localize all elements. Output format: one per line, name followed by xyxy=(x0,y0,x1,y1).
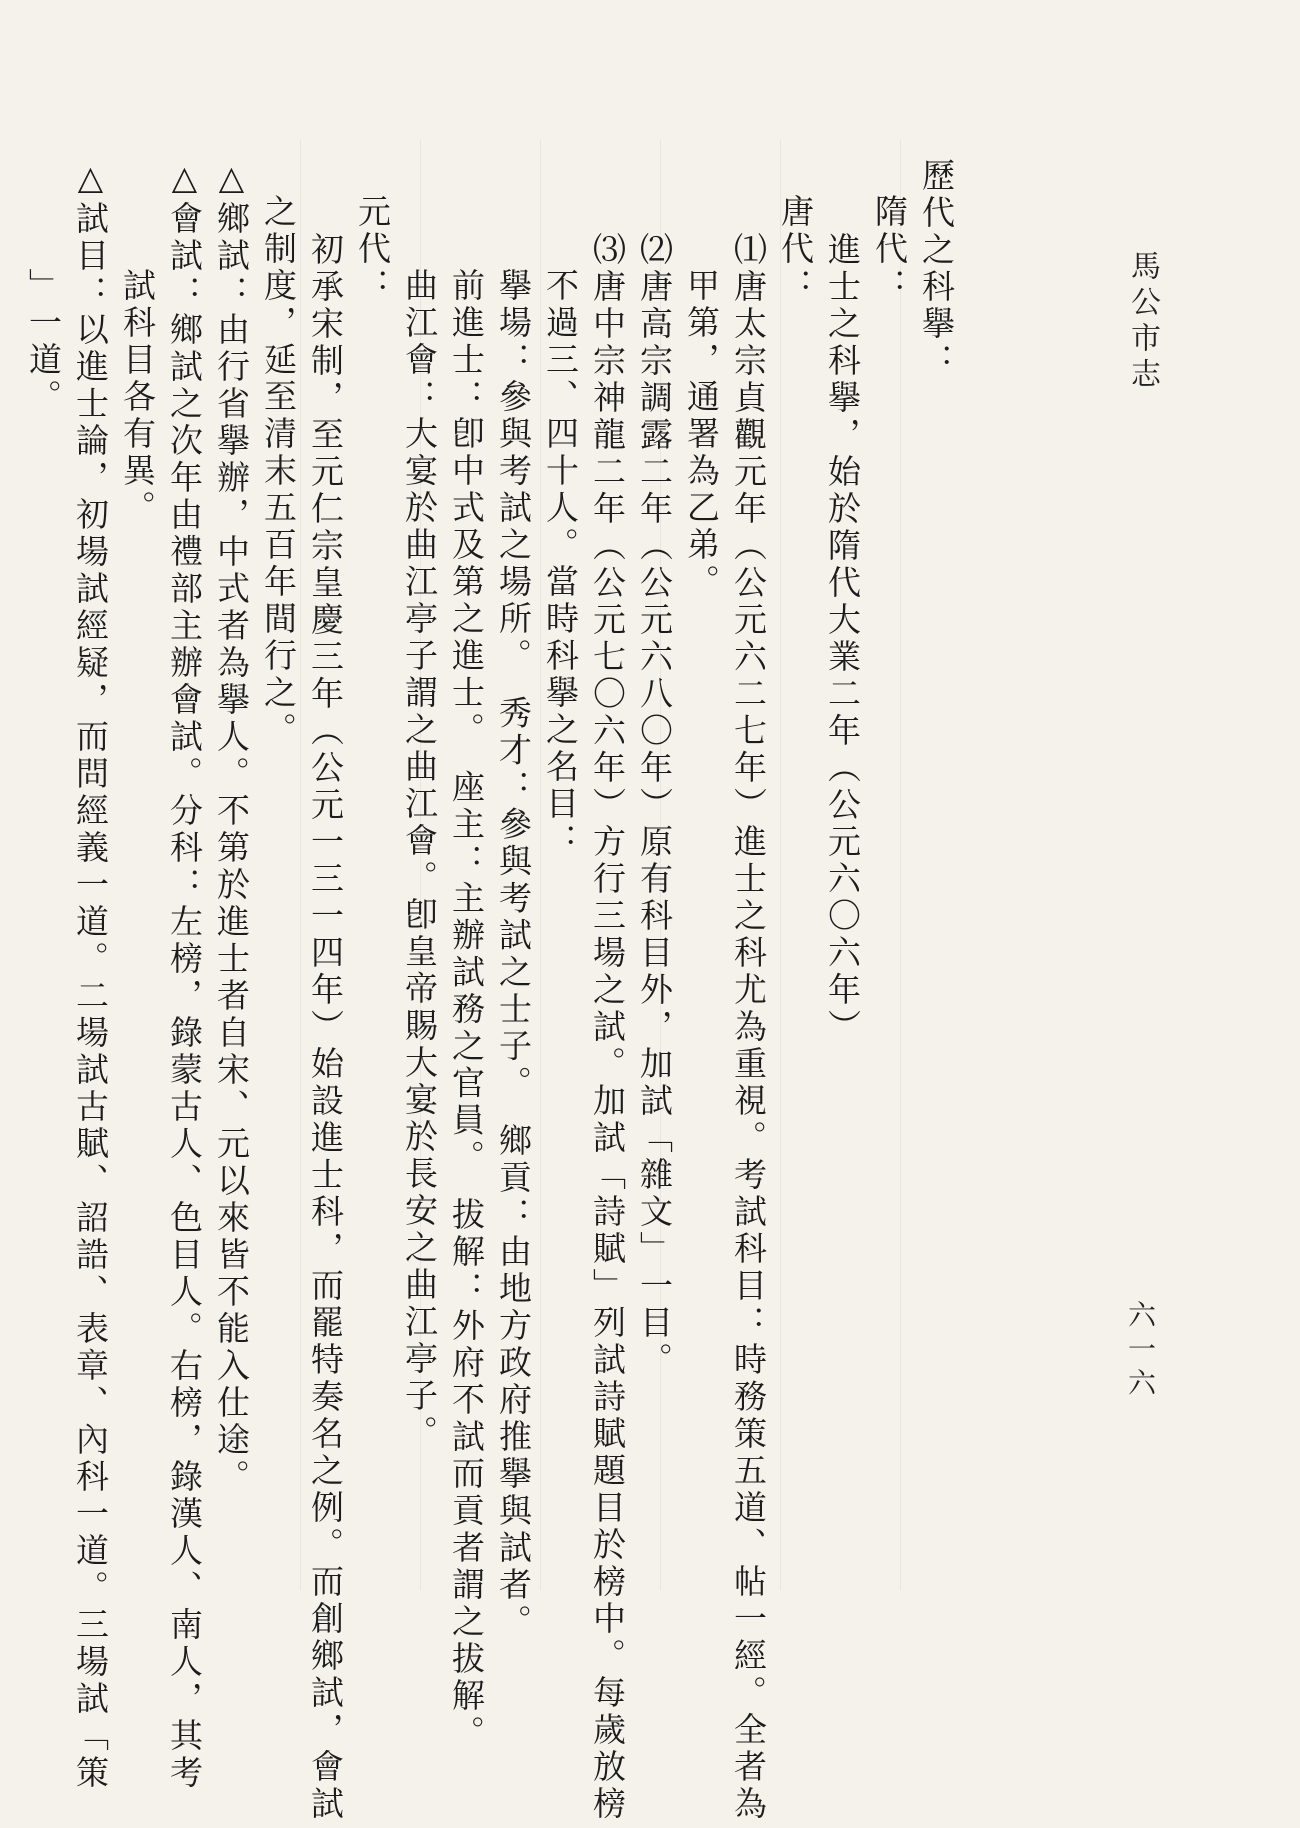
book-title: 馬公市志 xyxy=(1125,250,1160,394)
text-line: △會試：鄉試之次年由禮部主辦會試。分科：左榜，錄蒙古人、色目人。右榜，錄漢人、南人，其考 xyxy=(165,158,204,1792)
text-line: 初承宋制，至元仁宗皇慶三年（公元一三一四年）始設進士科，而罷特奏名之例。而創鄉試，會試 xyxy=(306,232,345,1823)
text-line: 之制度，延至清末五百年間行之。 xyxy=(259,194,298,749)
text-line: 擧場：參與考試之場所。 秀才：參與考試之士子。 鄉貢：由地方政府推擧與試者。 xyxy=(494,268,533,1641)
text-line: ⑴唐太宗貞觀元年（公元六二七年）進士之科尤為重視。考試科目：時務策五道、帖一經。全者為 xyxy=(729,232,768,1823)
text-line: 進士之科擧，始於隋代大業二年（公元六〇六年） xyxy=(823,232,862,1046)
body-text xyxy=(24,158,960,1823)
text-line: △鄉試：由行省擧辦，中式者為擧人。不第於進士者自宋、元以來皆不能入仕途。 xyxy=(212,158,251,1496)
page-number: 六一六 xyxy=(1124,1300,1157,1402)
text-line: 」一道。 xyxy=(24,268,63,416)
text-line: △試目：以進士論，初場試經疑，而問經義一道。二場試古賦、詔誥、表章、內科一道。三場試「策 xyxy=(71,158,110,1792)
text-line: 甲第，通署為乙弟。 xyxy=(682,268,721,601)
era-heading-yuan: 元代： xyxy=(353,194,392,305)
section-heading: 歷代之科擧： xyxy=(917,158,956,380)
text-line: 前進士：卽中式及第之進士。 座主：主辦試務之官員。 拔解：外府不試而貢者謂之拔解。 xyxy=(447,268,486,1752)
text-line: 試科目各有異。 xyxy=(118,268,157,527)
text-line: ⑵唐高宗調露二年（公元六八〇年）原有科目外，加試「雜文」一目。 xyxy=(635,232,674,1379)
text-line: 不過三、四十人。當時科擧之名目： xyxy=(541,268,580,860)
era-heading-sui: 隋代： xyxy=(870,194,909,305)
era-heading-tang: 唐代： xyxy=(776,194,815,305)
text-line: 曲江會：大宴於曲江亭子謂之曲江會。卽皇帝賜大宴於長安之曲江亭子。 xyxy=(400,268,439,1452)
text-line: ⑶唐中宗神龍二年（公元七〇六年）方行三場之試。加試「詩賦」列試詩賦題目於榜中。每歲放榜 xyxy=(588,232,627,1823)
